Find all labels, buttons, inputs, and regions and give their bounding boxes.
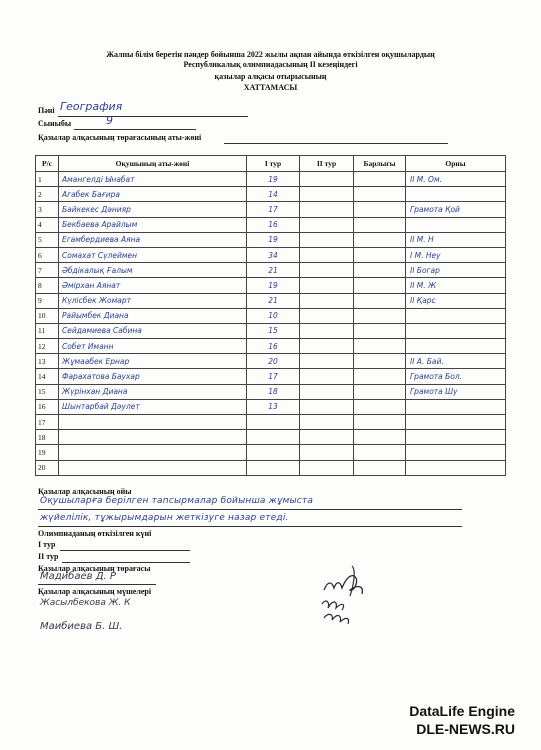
col-header-round1: І тур — [247, 156, 300, 172]
place-value — [406, 430, 506, 445]
subject-label: Пәні — [38, 106, 55, 115]
table-row — [36, 172, 506, 187]
student-name: Фарахатова Баухар — [59, 369, 247, 384]
place-value: ІІ А. Бай. — [406, 354, 506, 369]
table-row — [36, 384, 506, 399]
student-name — [59, 430, 247, 445]
date-label: Олимпиаданың өткізілген күні — [38, 529, 152, 538]
place-value: ІІ М. Ом. — [406, 172, 506, 187]
subject-value: География — [60, 100, 123, 113]
header-line-2: Республикалық олимпиадасының ІІ кезеңіндегі — [183, 60, 358, 69]
round2-cell — [300, 323, 354, 338]
round2-cell — [300, 339, 354, 354]
round2-cell — [300, 369, 354, 384]
total-cell — [354, 232, 406, 247]
row-number: 10 — [36, 308, 59, 323]
place-value: ІІ Қарс — [406, 293, 506, 308]
student-name: Бекбаева Арайлым — [59, 217, 247, 232]
student-name: Жұмаабек Ернар — [59, 354, 247, 369]
total-cell — [354, 399, 406, 414]
round1-score: 14 — [247, 187, 300, 202]
total-cell — [354, 293, 406, 308]
round2-cell — [300, 415, 354, 430]
place-value: Грамота Шу — [406, 384, 506, 399]
row-number: 7 — [36, 263, 59, 278]
student-name: Райымбек Диана — [59, 308, 247, 323]
student-name: Сомахат Сүлеймен — [59, 247, 247, 262]
round2-cell — [300, 263, 354, 278]
total-cell — [354, 263, 406, 278]
row-number: 18 — [36, 430, 59, 445]
round1-score — [247, 460, 300, 475]
student-name — [59, 460, 247, 475]
place-value: І М. Неу — [406, 247, 506, 262]
member-name-1: Жасылбекова Ж. К — [40, 598, 131, 608]
table-row — [36, 202, 506, 217]
total-cell — [354, 308, 406, 323]
row-number: 1 — [36, 172, 59, 187]
members-label: Қазылар алқасының мүшелері — [38, 587, 152, 596]
date-round2-label: ІІ тур — [38, 552, 59, 561]
round2-cell — [300, 172, 354, 187]
round1-score: 34 — [247, 247, 300, 262]
place-value: ІІ М. Н — [406, 232, 506, 247]
place-value — [406, 399, 506, 414]
round2-cell — [300, 217, 354, 232]
row-number: 19 — [36, 445, 59, 460]
table-row — [36, 460, 506, 475]
total-cell — [354, 384, 406, 399]
round1-score: 15 — [247, 323, 300, 338]
student-name: Әбдікалық Ғалым — [59, 263, 247, 278]
class-underline — [74, 129, 196, 130]
row-number: 13 — [36, 354, 59, 369]
signatures-graphic — [312, 560, 382, 630]
round1-score: 19 — [247, 278, 300, 293]
row-number: 14 — [36, 369, 59, 384]
round2-cell — [300, 445, 354, 460]
row-number: 16 — [36, 399, 59, 414]
total-cell — [354, 430, 406, 445]
student-name: Шынтарбай Дәулет — [59, 399, 247, 414]
col-header-name: Оқушының аты-жөні — [59, 156, 247, 172]
total-cell — [354, 323, 406, 338]
col-header-round2: ІІ тур — [300, 156, 354, 172]
watermark-line-1: DataLife Engine — [409, 703, 515, 719]
round1-score: 18 — [247, 384, 300, 399]
total-cell — [354, 278, 406, 293]
student-name: Собет Иманн — [59, 339, 247, 354]
round1-score: 19 — [247, 232, 300, 247]
row-number: 4 — [36, 217, 59, 232]
chair-name: Мадибаев Д. Р — [40, 571, 116, 582]
round2-cell — [300, 247, 354, 262]
table-row — [36, 278, 506, 293]
total-cell — [354, 369, 406, 384]
table-header-row — [36, 156, 506, 172]
place-value — [406, 460, 506, 475]
opinion-text-line-2: жүйелілік, тұжырымдарын жеткізуге назар етеді. — [40, 513, 289, 523]
watermark-line-2: DLE-NEWS.RU — [416, 721, 515, 737]
table-row — [36, 323, 506, 338]
place-value — [406, 323, 506, 338]
round2-cell — [300, 278, 354, 293]
round1-score: 10 — [247, 308, 300, 323]
date-round1-label: І тур — [38, 540, 56, 549]
round1-score: 16 — [247, 217, 300, 232]
row-number: 6 — [36, 247, 59, 262]
round2-cell — [300, 187, 354, 202]
total-cell — [354, 217, 406, 232]
col-header-index: Р/с — [36, 156, 59, 172]
row-number: 20 — [36, 460, 59, 475]
row-number: 17 — [36, 415, 59, 430]
total-cell — [354, 445, 406, 460]
row-number: 3 — [36, 202, 59, 217]
table-row — [36, 247, 506, 262]
table-row — [36, 187, 506, 202]
table-row — [36, 308, 506, 323]
chair-underline — [38, 584, 156, 585]
student-name: Әмірхан Аянат — [59, 278, 247, 293]
round1-score — [247, 415, 300, 430]
student-name: Байкекес Дәнияр — [59, 202, 247, 217]
round1-score: 17 — [247, 369, 300, 384]
round2-cell — [300, 460, 354, 475]
table-row — [36, 232, 506, 247]
round2-cell — [300, 354, 354, 369]
round2-cell — [300, 232, 354, 247]
place-value — [406, 308, 506, 323]
total-cell — [354, 460, 406, 475]
place-value: ІІ Богар — [406, 263, 506, 278]
member-name-2: Маибиева Б. Ш. — [40, 621, 123, 632]
class-label: Сыныбы — [38, 119, 72, 128]
round2-cell — [300, 430, 354, 445]
subject-underline — [58, 116, 248, 117]
opinion-label: Қазылар алқасының ойы — [38, 487, 132, 496]
round1-score: 17 — [247, 202, 300, 217]
row-number: 15 — [36, 384, 59, 399]
table-row — [36, 354, 506, 369]
round1-score: 21 — [247, 263, 300, 278]
table-row — [36, 415, 506, 430]
round1-score: 19 — [247, 172, 300, 187]
row-number: 2 — [36, 187, 59, 202]
row-number: 9 — [36, 293, 59, 308]
col-header-total: Барлығы — [354, 156, 406, 172]
total-cell — [354, 202, 406, 217]
place-value — [406, 445, 506, 460]
row-number: 12 — [36, 339, 59, 354]
round2-cell — [300, 293, 354, 308]
student-name: Амангелді Ынабат — [59, 172, 247, 187]
header-title: ХАТТАМАСЫ — [243, 83, 298, 92]
student-name: Жүрінхан Диана — [59, 384, 247, 399]
table-row — [36, 339, 506, 354]
chair-name-underline — [224, 143, 448, 144]
table-row — [36, 430, 506, 445]
opinion-underline-1 — [38, 509, 462, 510]
student-name: Агабек Бағира — [59, 187, 247, 202]
total-cell — [354, 172, 406, 187]
place-value — [406, 339, 506, 354]
round2-cell — [300, 202, 354, 217]
table-row — [36, 369, 506, 384]
round1-score — [247, 430, 300, 445]
chair-label: Қазылар алқасының төрағасы — [38, 564, 151, 573]
total-cell — [354, 187, 406, 202]
header-line-3: қазылар алқасы отырысының — [214, 72, 327, 81]
row-number: 8 — [36, 278, 59, 293]
table-row — [36, 263, 506, 278]
class-value: 9 — [106, 114, 113, 127]
place-value — [406, 415, 506, 430]
student-name: Сейдамиева Сабина — [59, 323, 247, 338]
col-header-place: Орны — [406, 156, 506, 172]
total-cell — [354, 247, 406, 262]
place-value: Грамота Қой — [406, 202, 506, 217]
student-name: Күлісбек Жомарт — [59, 293, 247, 308]
header-line-1: Жалпы білім беретін пәндер бойынша 2022 жылы ақпан айында өткізілген оқушылардың — [106, 50, 435, 59]
table-row — [36, 399, 506, 414]
table-row — [36, 217, 506, 232]
round2-cell — [300, 308, 354, 323]
row-number: 5 — [36, 232, 59, 247]
student-name: Егамбердиева Аяна — [59, 232, 247, 247]
chair-name-label: Қазылар алқасының төрағасының аты-жөні — [38, 133, 202, 142]
place-value: ІІ М. Ж — [406, 278, 506, 293]
place-value — [406, 187, 506, 202]
round1-score: 13 — [247, 399, 300, 414]
student-name — [59, 415, 247, 430]
student-name — [59, 445, 247, 460]
round1-score: 20 — [247, 354, 300, 369]
opinion-text-line-1: Оқушыларға берілген тапсырмалар бойынша жұмыста — [40, 496, 314, 506]
row-number: 11 — [36, 323, 59, 338]
results-table — [35, 155, 506, 476]
round2-cell — [300, 399, 354, 414]
table-row — [36, 293, 506, 308]
round2-cell — [300, 384, 354, 399]
place-value: Грамота Бол. — [406, 369, 506, 384]
round1-score: 21 — [247, 293, 300, 308]
place-value — [406, 217, 506, 232]
total-cell — [354, 339, 406, 354]
round1-score — [247, 445, 300, 460]
table-row — [36, 445, 506, 460]
total-cell — [354, 354, 406, 369]
date-round1-underline — [60, 550, 190, 551]
date-round2-underline — [62, 562, 190, 563]
total-cell — [354, 415, 406, 430]
opinion-underline-2 — [38, 526, 462, 527]
round1-score: 16 — [247, 339, 300, 354]
